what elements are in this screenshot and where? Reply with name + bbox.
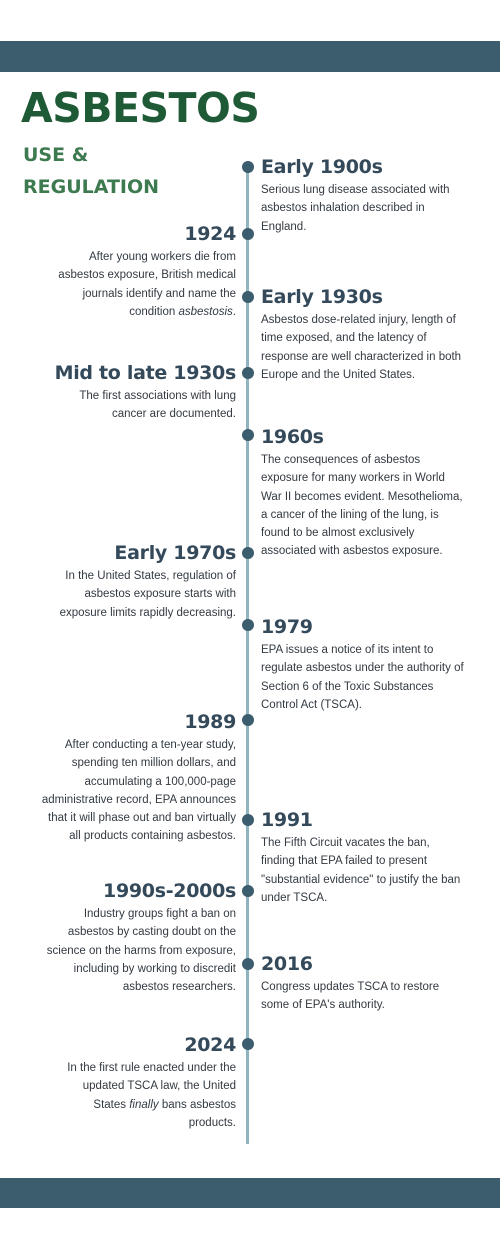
timeline-year: 1991	[261, 809, 313, 831]
timeline-line	[246, 166, 249, 1144]
timeline-description: After conducting a ten-year study, spending ten million dollars, and accumulating a 100,000-page administrative record, EPA announces that it will phase out and ban virtually all products containing asbestos.	[41, 739, 236, 843]
timeline-entry-early-1970s	[40, 541, 236, 622]
page-subtitle-line1: USE &	[23, 144, 89, 166]
timeline-dot	[242, 885, 254, 897]
timeline-entry-early-1900s	[261, 155, 481, 236]
timeline-dot	[242, 547, 254, 559]
timeline-entry-1989	[40, 710, 236, 846]
timeline-dot	[242, 958, 254, 970]
timeline-entry-2024	[40, 1033, 236, 1132]
page-title: ASBESTOS	[21, 84, 260, 132]
timeline-description: Industry groups fight a ban on asbestos by casting doubt on the science on the harms from exposure, including by working to discredit asbestos researchers.	[46, 908, 236, 994]
timeline-year: Early 1930s	[261, 286, 383, 308]
top-banner-band	[0, 41, 500, 72]
page-subtitle-line2: REGULATION	[23, 176, 160, 198]
timeline-entry-early-1930s	[261, 285, 481, 384]
timeline-description: EPA issues a notice of its intent to regulate asbestos under the authority of Section 6 of the Toxic Substances Control Act (TSCA).	[261, 644, 464, 711]
timeline-year: 1989	[184, 711, 236, 733]
timeline-year: 1924	[184, 223, 236, 245]
timeline-entry-1991	[261, 808, 481, 907]
timeline-year: 1990s-2000s	[103, 880, 236, 902]
timeline-year: 2024	[184, 1034, 236, 1056]
timeline-description: Asbestos dose-related injury, length of time exposed, and the latency of response are well characterized in both Europe and the United States.	[261, 314, 462, 381]
timeline-year: Mid to late 1930s	[54, 362, 236, 384]
timeline-dot	[242, 161, 254, 173]
bottom-banner-band	[0, 1178, 500, 1208]
timeline-dot	[242, 619, 254, 631]
timeline-entry-1979	[261, 615, 481, 714]
timeline-year: 1979	[261, 616, 313, 638]
timeline-dot	[242, 429, 254, 441]
timeline-entry-1924	[40, 222, 236, 321]
timeline-dot	[242, 1038, 254, 1050]
timeline-description: The Fifth Circuit vacates the ban, finding that EPA failed to present "substantial evidence" to justify the ban under TSCA.	[261, 837, 461, 904]
timeline-year: 1960s	[261, 426, 324, 448]
timeline-dot	[242, 291, 254, 303]
timeline-entry-2016	[261, 952, 481, 1015]
timeline-description: In the United States, regulation of asbestos exposure starts with exposure limits rapidly decreasing.	[59, 570, 236, 619]
timeline-description: The consequences of asbestos exposure for many workers in World War II becomes evident. Mesothelioma, a cancer of the lining of the lung, is found to be almost exclusively associated with asbestos exposure.	[261, 454, 463, 558]
timeline-entry-1960s	[261, 425, 481, 561]
timeline-entry-1990s-2000s	[40, 879, 236, 996]
timeline-dot	[242, 814, 254, 826]
timeline-description: Congress updates TSCA to restore some of EPA's authority.	[261, 981, 440, 1012]
timeline-dot	[242, 367, 254, 379]
timeline-description: Serious lung disease associated with asbestos inhalation described in England.	[261, 184, 450, 233]
timeline-year: Early 1970s	[114, 542, 236, 564]
timeline-year: Early 1900s	[261, 156, 383, 178]
timeline-description: In the first rule enacted under the updated TSCA law, the United States finally bans asbestos products.	[67, 1062, 236, 1129]
timeline-entry-mid-to-late-1930s	[40, 361, 236, 424]
timeline-dot	[242, 714, 254, 726]
timeline-year: 2016	[261, 953, 313, 975]
timeline-description: The first associations with lung cancer are documented.	[79, 390, 236, 421]
timeline-dot	[242, 228, 254, 240]
timeline-description: After young workers die from asbestos exposure, British medical journals identify and name the condition asbestosis.	[58, 251, 236, 318]
